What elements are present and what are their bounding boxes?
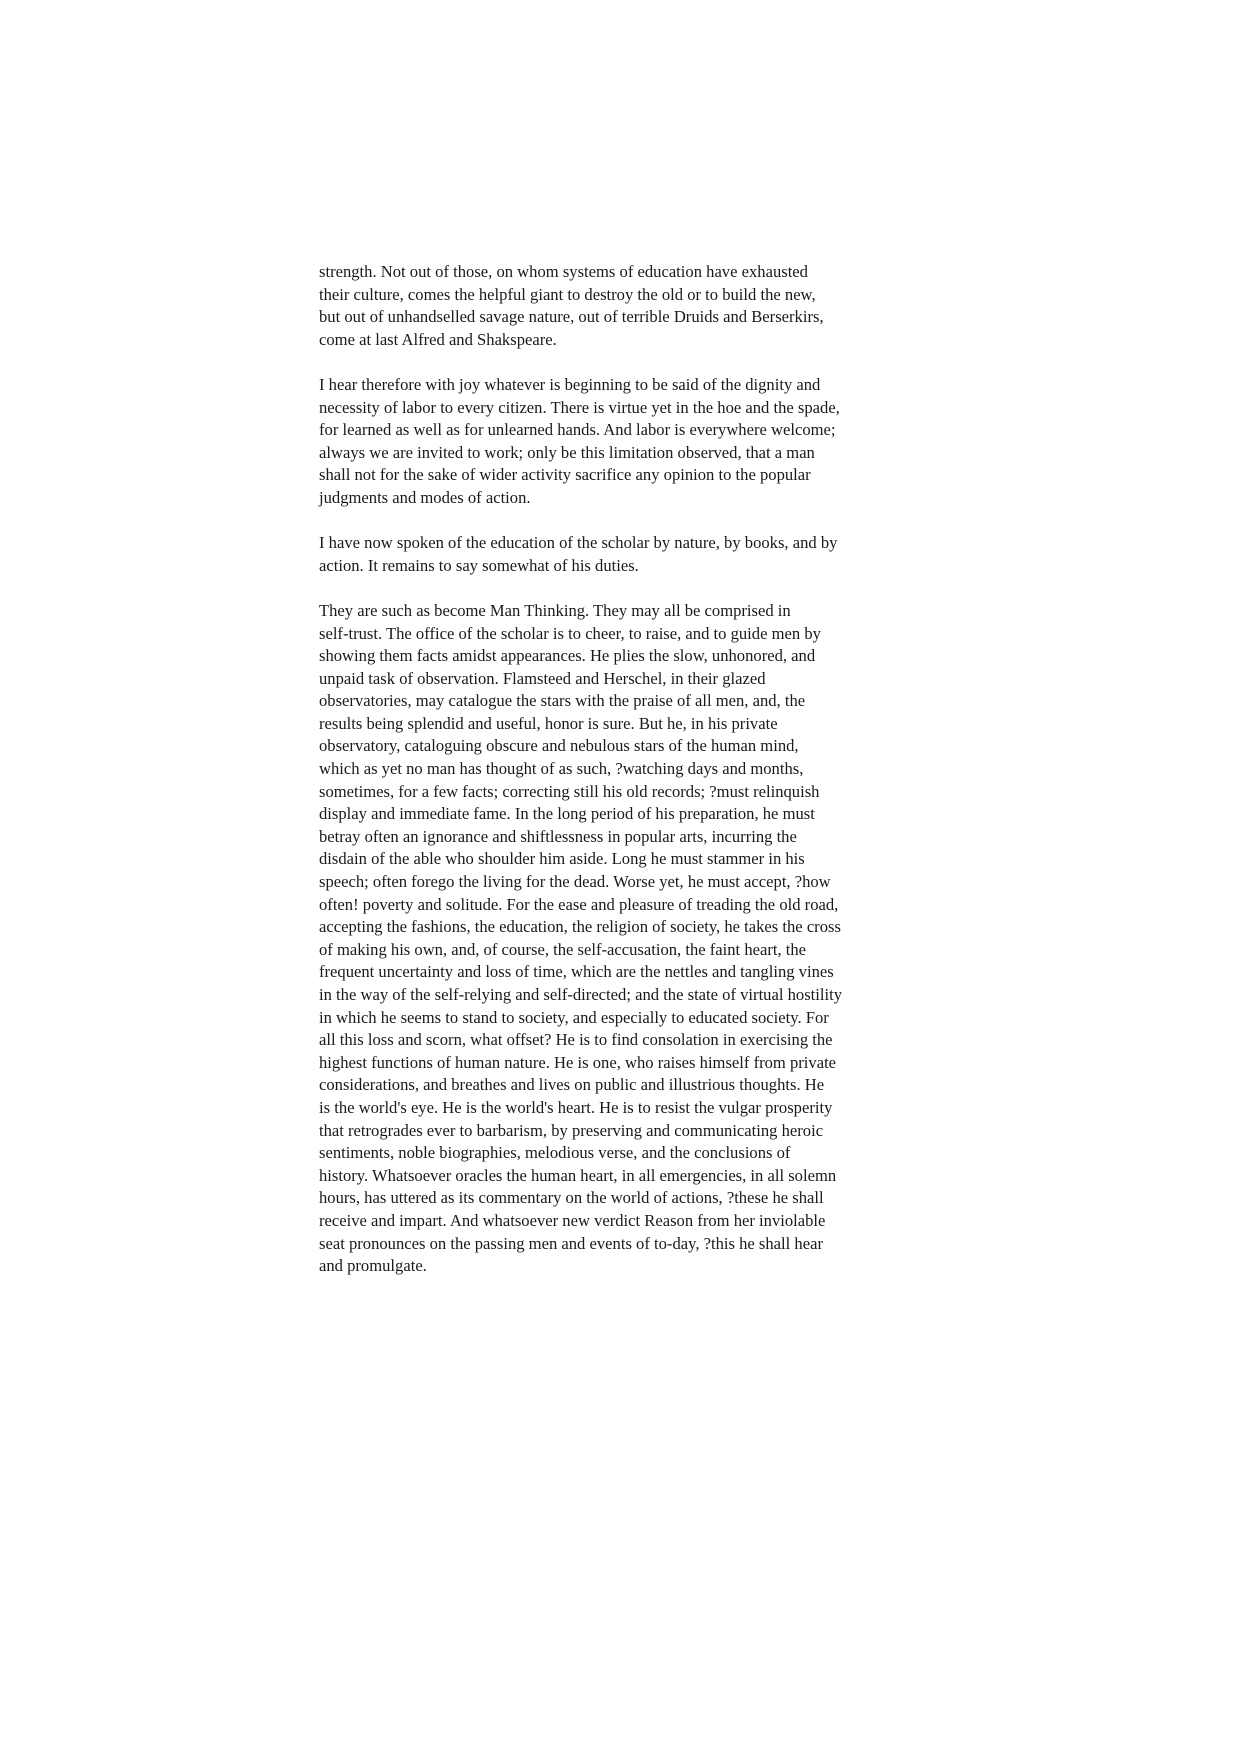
text-line: disdain of the able who shoulder him aside. Long he must stammer in his xyxy=(319,849,805,869)
text-line: sometimes, for a few facts; correcting still his old records; ?must relinquish xyxy=(319,781,820,801)
text-line: showing them facts amidst appearances. He plies the slow, unhonored, and xyxy=(319,646,816,666)
text-line: necessity of labor to every citizen. There is virtue yet in the hoe and the spade, xyxy=(319,397,840,417)
text-line: frequent uncertainty and loss of time, which are the nettles and tangling vines xyxy=(319,962,834,982)
text-line: in which he seems to stand to society, and especially to educated society. For xyxy=(319,1007,829,1027)
text-line: but out of unhandselled savage nature, out of terrible Druids and Berserkirs, xyxy=(319,307,824,327)
text-line: observatories, may catalogue the stars with the praise of all men, and, the xyxy=(319,691,806,711)
text-line: receive and impart. And whatsoever new verdict Reason from her inviolable xyxy=(319,1210,826,1230)
text-line: considerations, and breathes and lives on public and illustrious thoughts. He xyxy=(319,1075,825,1095)
text-line: action. It remains to say somewhat of his duties. xyxy=(319,555,639,575)
body-text xyxy=(319,261,931,1300)
text-line: strength. Not out of those, on whom systems of education have exhausted xyxy=(319,262,808,281)
text-line: all this loss and scorn, what offset? He is to find consolation in exercising the xyxy=(319,1030,833,1050)
text-line: sentiments, noble biographies, melodious verse, and the conclusions of xyxy=(319,1143,791,1163)
text-line: always we are invited to work; only be this limitation observed, that a man xyxy=(319,442,815,462)
text-line: seat pronounces on the passing men and events of to-day, ?this he shall hear xyxy=(319,1233,823,1253)
text-line: history. Whatsoever oracles the human heart, in all emergencies, in all solemn xyxy=(319,1165,837,1185)
text-line: is the world's eye. He is the world's heart. He is to resist the vulgar prosperity xyxy=(319,1097,833,1117)
text-line: They are such as become Man Thinking. They may all be comprised in xyxy=(319,600,791,620)
text-line: and promulgate. xyxy=(319,1256,427,1276)
text-line: accepting the fashions, the education, the religion of society, he takes the cross xyxy=(319,917,841,937)
text-line: their culture, comes the helpful giant to destroy the old or to build the new, xyxy=(319,284,816,304)
text-line: in the way of the self-relying and self-directed; and the state of virtual hostility xyxy=(319,985,843,1004)
text-line: I have now spoken of the education of the scholar by nature, by books, and by xyxy=(319,533,838,553)
text-line: observatory, cataloguing obscure and nebulous stars of the human mind, xyxy=(319,736,799,756)
text-line: judgments and modes of action. xyxy=(319,487,531,507)
paragraph-3 xyxy=(319,532,931,577)
paragraph-2 xyxy=(319,374,931,510)
text-line: for learned as well as for unlearned hands. And labor is everywhere welcome; xyxy=(319,420,836,440)
paragraph-4 xyxy=(319,600,931,1278)
text-line: results being splendid and useful, honor is sure. But he, in his private xyxy=(319,713,778,733)
text-line: often! poverty and solitude. For the ease and pleasure of treading the old road, xyxy=(319,894,839,914)
text-line: hours, has uttered as its commentary on the world of actions, ?these he shall xyxy=(319,1188,824,1208)
text-line: speech; often forego the living for the dead. Worse yet, he must accept, ?how xyxy=(319,872,831,892)
text-line: display and immediate fame. In the long period of his preparation, he must xyxy=(319,804,815,824)
text-line: highest functions of human nature. He is one, who raises himself from private xyxy=(319,1052,837,1072)
text-line: betray often an ignorance and shiftlessness in popular arts, incurring the xyxy=(319,826,797,846)
paragraph-1 xyxy=(319,261,931,351)
text-line: of making his own, and, of course, the self-accusation, the faint heart, the xyxy=(319,939,807,959)
text-line: which as yet no man has thought of as such, ?watching days and months, xyxy=(319,759,804,779)
text-line: self-trust. The office of the scholar is to cheer, to raise, and to guide men by xyxy=(319,623,821,643)
text-line: I hear therefore with joy whatever is beginning to be said of the dignity and xyxy=(319,374,821,394)
text-line: unpaid task of observation. Flamsteed and Herschel, in their glazed xyxy=(319,668,766,688)
text-line: shall not for the sake of wider activity sacrifice any opinion to the popular xyxy=(319,465,811,485)
text-line: that retrogrades ever to barbarism, by preserving and communicating heroic xyxy=(319,1120,824,1140)
text-line: come at last Alfred and Shakspeare. xyxy=(319,329,557,349)
